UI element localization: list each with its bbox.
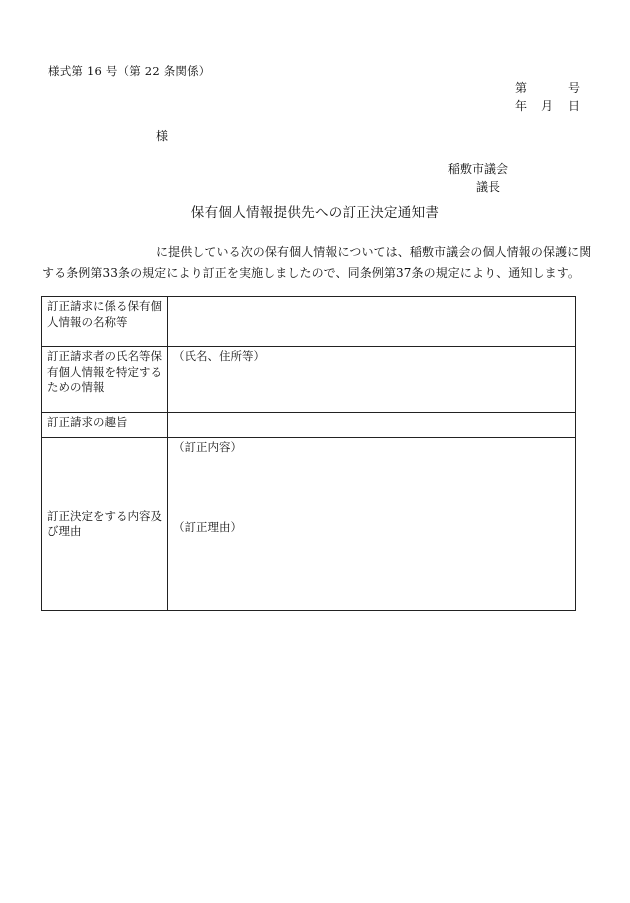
date-day: 日: [568, 99, 581, 113]
row-content: （氏名、住所等）: [168, 347, 576, 413]
doc-number-go: 号: [568, 81, 581, 95]
correction-content-label: （訂正内容）: [173, 440, 242, 454]
correction-reason-label: （訂正理由）: [173, 519, 242, 534]
row-label: 訂正請求者の氏名等保有個人情報を特定するための情報: [42, 347, 168, 413]
row-content: [168, 413, 576, 438]
table-row: [42, 347, 576, 413]
date-month: 月: [541, 99, 554, 113]
table-row: [42, 297, 576, 347]
spacer: [173, 456, 570, 520]
issuer-title: 議長: [476, 180, 501, 194]
doc-number-dai: 第: [515, 81, 528, 95]
notice-table: [41, 296, 576, 611]
table-row: [42, 438, 576, 611]
row-label: 訂正決定をする内容及び理由: [42, 438, 168, 611]
row-label: 訂正請求の趣旨: [42, 413, 168, 438]
addressee-suffix: 様: [156, 129, 169, 143]
body-line-2: する条例第33条の規定により訂正を実施しましたので、同条例第37条の規定により、通知します。: [42, 266, 580, 280]
date-year: 年: [515, 99, 528, 113]
form-number: 様式第 16 号（第 22 条関係）: [48, 64, 211, 78]
row-label: 訂正請求に係る保有個人情報の名称等: [42, 297, 168, 347]
row-content: [168, 297, 576, 347]
body-line-1: に提供している次の保有個人情報については、稲敷市議会の個人情報の保護に関: [156, 245, 592, 259]
document-title: 保有個人情報提供先への訂正決定通知書: [190, 205, 440, 221]
row-content: [168, 438, 576, 611]
table-row: [42, 413, 576, 438]
issuer-org: 稲敷市議会: [448, 162, 509, 176]
